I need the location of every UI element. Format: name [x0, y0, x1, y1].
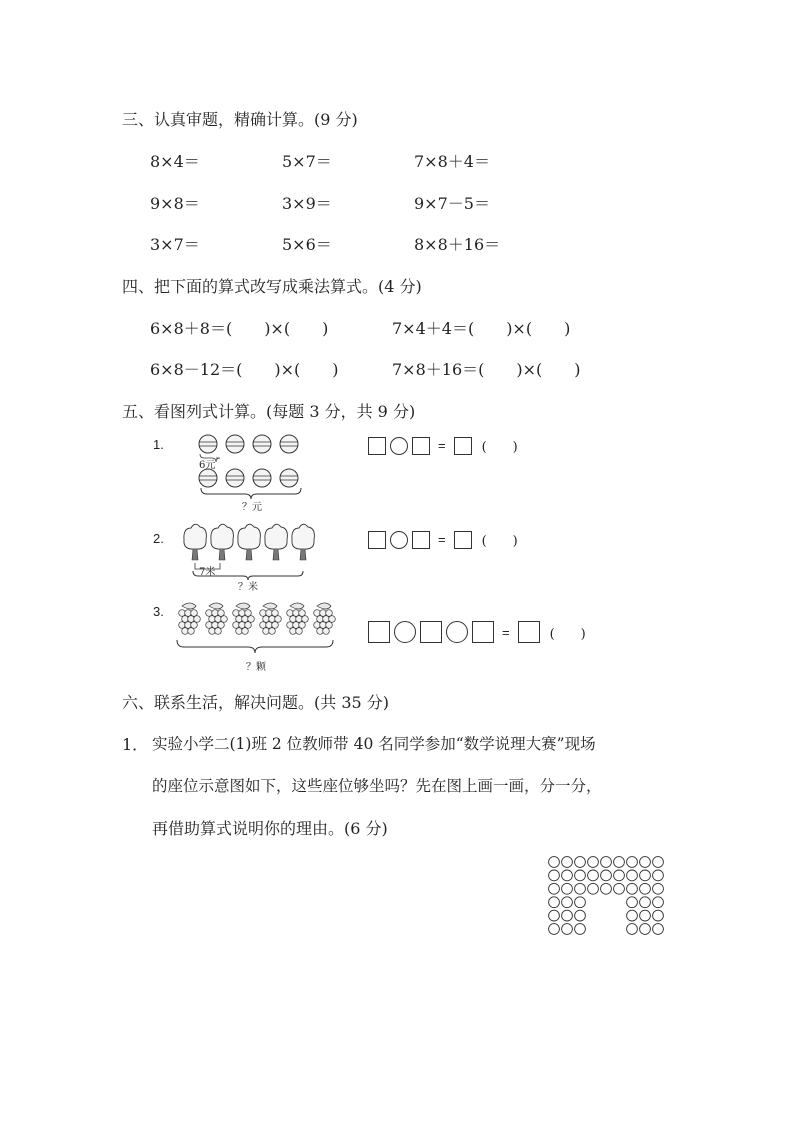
- seat-circle[interactable]: [588, 870, 599, 881]
- seat-circle[interactable]: [627, 870, 638, 881]
- seat-circle[interactable]: [640, 870, 651, 881]
- equals-sign: =: [438, 438, 446, 453]
- seat-circle[interactable]: [653, 857, 664, 868]
- rewrite-item: 7×8＋16＝( )×( ): [392, 360, 581, 379]
- seat-circle[interactable]: [640, 924, 651, 935]
- seat-circle[interactable]: [549, 897, 560, 908]
- seat-circle[interactable]: [562, 910, 573, 921]
- seat-circle[interactable]: [562, 897, 573, 908]
- section-3-title: 三、认真审题，精确计算。(9 分): [122, 110, 358, 129]
- calc-item: 5×6＝: [282, 235, 332, 254]
- calc-item: 9×8＝: [150, 194, 200, 213]
- calc-item: 3×7＝: [150, 235, 200, 254]
- seat-circle[interactable]: [575, 910, 586, 921]
- problem-number: 1．: [122, 735, 149, 754]
- rewrite-item: 6×8－12＝( )×( ): [150, 360, 339, 379]
- seat-circle[interactable]: [588, 857, 599, 868]
- seat-circle[interactable]: [575, 883, 586, 894]
- seat-circle[interactable]: [640, 883, 651, 894]
- section-6-title: 六、联系生活，解决问题。(共 35 分): [122, 693, 390, 712]
- rewrite-item: 7×4＋4＝( )×( ): [392, 319, 571, 338]
- seat-circle[interactable]: [575, 924, 586, 935]
- section-4-title: 四、把下面的算式改写成乘法算式。(4 分): [122, 277, 422, 296]
- seat-circle[interactable]: [627, 883, 638, 894]
- problem-text-line: 实验小学二(1)班 2 位教师带 40 名同学参加“数学说理大赛”现场: [152, 735, 596, 753]
- question-number: 3.: [153, 604, 164, 619]
- seat-circle[interactable]: [601, 870, 612, 881]
- distance-label: 7米: [199, 567, 216, 578]
- seat-circle[interactable]: [627, 897, 638, 908]
- seat-circle[interactable]: [588, 883, 599, 894]
- seat-circle[interactable]: [627, 924, 638, 935]
- problem-text-line: 再借助算式说明你的理由。(6 分): [152, 819, 388, 838]
- seat-circle[interactable]: [601, 883, 612, 894]
- seat-circle[interactable]: [601, 857, 612, 868]
- seat-circle[interactable]: [575, 857, 586, 868]
- seat-circle[interactable]: [549, 857, 560, 868]
- seat-circle[interactable]: [653, 883, 664, 894]
- unit-blank[interactable]: ( ): [481, 440, 518, 455]
- seat-circle[interactable]: [549, 870, 560, 881]
- equals-sign: =: [438, 532, 446, 547]
- seat-circle[interactable]: [614, 883, 625, 894]
- seat-circle[interactable]: [653, 910, 664, 921]
- total-label: ？米: [238, 582, 258, 593]
- seat-circle[interactable]: [562, 857, 573, 868]
- seat-circle[interactable]: [549, 910, 560, 921]
- seat-circle[interactable]: [640, 897, 651, 908]
- seat-circle[interactable]: [653, 897, 664, 908]
- question-number: 2.: [153, 531, 164, 546]
- problem-text-line: 的座位示意图如下，这些座位够坐吗？先在图上画一画，分一分，: [152, 777, 602, 795]
- calc-item: 3×9＝: [282, 194, 332, 213]
- calc-item: 5×7＝: [282, 152, 332, 171]
- calc-item: 8×4＝: [150, 152, 200, 171]
- calc-item: 7×8＋4＝: [414, 152, 490, 171]
- seat-circle[interactable]: [614, 870, 625, 881]
- total-label: ？颗: [246, 662, 266, 673]
- seat-circle[interactable]: [640, 857, 651, 868]
- seat-circle[interactable]: [562, 924, 573, 935]
- seat-circle[interactable]: [653, 924, 664, 935]
- calc-item: 8×8＋16＝: [414, 235, 501, 254]
- equals-sign: =: [502, 624, 510, 640]
- seat-circle[interactable]: [640, 910, 651, 921]
- unit-blank[interactable]: ( ): [481, 534, 518, 549]
- rewrite-item: 6×8＋8＝( )×( ): [150, 319, 329, 338]
- seat-circle[interactable]: [549, 924, 560, 935]
- price-label: 6元: [199, 460, 216, 471]
- section-5-title: 五、看图列式计算。(每题 3 分，共 9 分): [122, 402, 416, 421]
- seat-circle[interactable]: [627, 857, 638, 868]
- seat-circle[interactable]: [653, 870, 664, 881]
- seat-circle[interactable]: [562, 870, 573, 881]
- total-label: ？元: [242, 502, 262, 513]
- question-number: 1.: [153, 437, 164, 452]
- unit-blank[interactable]: ( ): [549, 626, 586, 642]
- seat-circle[interactable]: [562, 883, 573, 894]
- seat-circle[interactable]: [549, 883, 560, 894]
- seat-circle[interactable]: [614, 857, 625, 868]
- seat-circle[interactable]: [575, 897, 586, 908]
- calc-item: 9×7－5＝: [414, 194, 490, 213]
- seat-circle[interactable]: [575, 870, 586, 881]
- seat-circle[interactable]: [627, 910, 638, 921]
